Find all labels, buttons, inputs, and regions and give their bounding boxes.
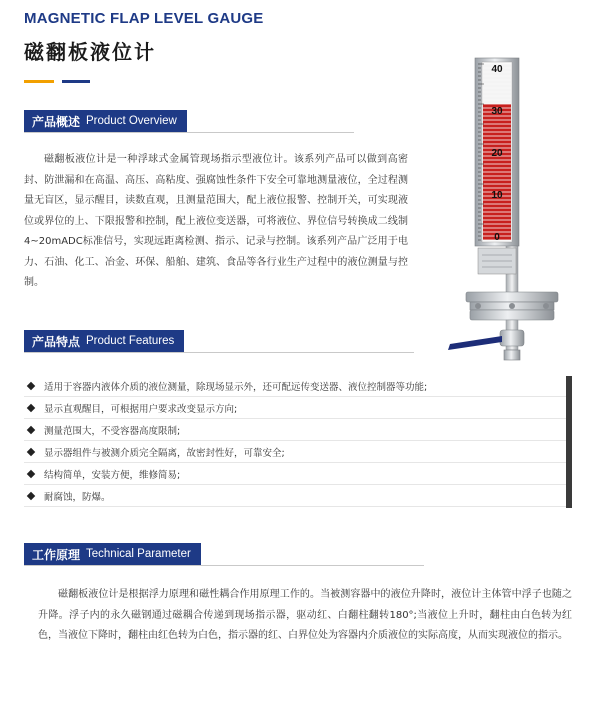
- gauge-flap: [483, 84, 511, 87]
- gauge-scale-label: 30: [491, 106, 503, 117]
- feature-text: 测量范围大，不受容器高度限制;: [44, 425, 181, 437]
- principle-heading-en: Technical Parameter: [86, 548, 191, 560]
- feature-text: 适用于容器内液体介质的液位测量，除现场显示外，还可配远传变送器、液位控制器等功能;: [44, 381, 428, 393]
- gauge-flap: [483, 88, 511, 91]
- feature-item: [24, 375, 572, 397]
- feature-item: [24, 419, 572, 441]
- principle-heading: [24, 543, 201, 565]
- principle-heading-line: [24, 565, 424, 566]
- feature-text: 耐腐蚀，防爆。: [44, 491, 111, 503]
- feature-item: [24, 397, 572, 419]
- feature-item: [24, 485, 572, 507]
- gauge-flange: [466, 292, 558, 302]
- overview-heading-cn: 产品概述: [32, 114, 81, 129]
- overview-heading: [24, 110, 187, 132]
- title-cn: 磁翻板液位计: [24, 40, 156, 64]
- gauge-valve-body: [500, 330, 524, 346]
- gauge-flap: [483, 120, 511, 123]
- gauge-flap: [483, 100, 511, 103]
- features-heading-en: Product Features: [86, 335, 175, 347]
- features-side-band: [566, 376, 572, 508]
- gauge-flap: [483, 184, 511, 187]
- gauge-flap: [483, 96, 511, 99]
- feature-text: 显示器组件与被测介质完全隔离，故密封性好，可靠安全;: [44, 447, 285, 459]
- gauge-flap: [483, 172, 511, 175]
- bullet-diamond-icon: [27, 469, 35, 477]
- gauge-flap: [483, 220, 511, 223]
- title-accent-blue: [62, 80, 90, 83]
- gauge-flap: [483, 164, 511, 167]
- overview-text: [24, 150, 408, 294]
- features-heading: [24, 330, 184, 352]
- level-gauge-svg: [420, 44, 570, 364]
- features-heading-line: [24, 352, 414, 353]
- features-heading-cn: 产品特点: [32, 334, 81, 349]
- principle-paragraph: 磁翻板液位计是根据浮力原理和磁性耦合作用原理工作的。当被测容器中的液位升降时，液位计主体管中浮子也随之升降。浮子内的永久磁钢通过磁耦合传递到现场指示器，驱动红、白翻柱翻转180°;当液位上升时，翻柱由白色转为红色，当液位下降时，翻柱由红色转为白色，指示器的红、白界位处为容器内介质液位的实际高度，从而实现液位的指示。: [38, 589, 572, 641]
- gauge-valve-handle: [448, 336, 502, 350]
- gauge-flap: [483, 80, 511, 83]
- bullet-diamond-icon: [27, 403, 35, 411]
- feature-item: [24, 463, 572, 485]
- features-list: [24, 375, 572, 507]
- bullet-diamond-icon: [27, 491, 35, 499]
- gauge-flap: [483, 216, 511, 219]
- gauge-flap: [483, 180, 511, 183]
- bullet-diamond-icon: [27, 381, 35, 389]
- title-en: MAGNETIC FLAP LEVEL GAUGE: [24, 10, 264, 27]
- gauge-flap: [483, 136, 511, 139]
- gauge-scale-label: 0: [494, 232, 500, 243]
- bullet-diamond-icon: [27, 425, 35, 433]
- gauge-scale-label: 40: [491, 64, 503, 75]
- gauge-flap: [483, 204, 511, 207]
- gauge-flap: [483, 76, 511, 79]
- gauge-scale-label: 20: [491, 148, 503, 159]
- overview-heading-line: [24, 132, 354, 133]
- gauge-flap: [483, 168, 511, 171]
- gauge-flap: [483, 160, 511, 163]
- gauge-flap: [483, 212, 511, 215]
- gauge-flap: [483, 92, 511, 95]
- gauge-flap: [483, 208, 511, 211]
- gauge-flap: [483, 124, 511, 127]
- feature-text: 显示直观醒目，可根据用户要求改变显示方向;: [44, 403, 238, 415]
- gauge-flap: [483, 176, 511, 179]
- principle-text: [38, 585, 572, 647]
- overview-paragraph: 磁翻板液位计是一种浮球式金属管现场指示型液位计。该系列产品可以做到高密封、防泄漏和在高温、高压、高粘度、强腐蚀性条件下安全可靠地测量液位，全过程测量无盲区，显示醒目，读数直观，且测量范围大，配上液位报警、控制开关，可实现液位或界位的上、下限报警和控制，配上液位变送器，可将液位、界位信号转换成二线制4~20mADC标准信号，实现远距离检测、指示、记录与控制。该系列产品广泛用于电力、石油、化工、冶金、环保、船舶、建筑、食品等各行业生产过程中的液位测量与控制。: [24, 154, 408, 288]
- gauge-flap: [483, 132, 511, 135]
- title-accent-orange: [24, 80, 54, 83]
- principle-heading-cn: 工作原理: [32, 547, 81, 562]
- level-gauge-illustration: [420, 44, 570, 364]
- bullet-diamond-icon: [27, 447, 35, 455]
- gauge-flap: [483, 140, 511, 143]
- overview-heading-en: Product Overview: [86, 115, 177, 127]
- gauge-flap: [483, 224, 511, 227]
- gauge-flap: [483, 128, 511, 131]
- gauge-scale-label: 10: [491, 190, 503, 201]
- feature-text: 结构简单，安装方便，维修简易;: [44, 469, 181, 481]
- feature-item: [24, 441, 572, 463]
